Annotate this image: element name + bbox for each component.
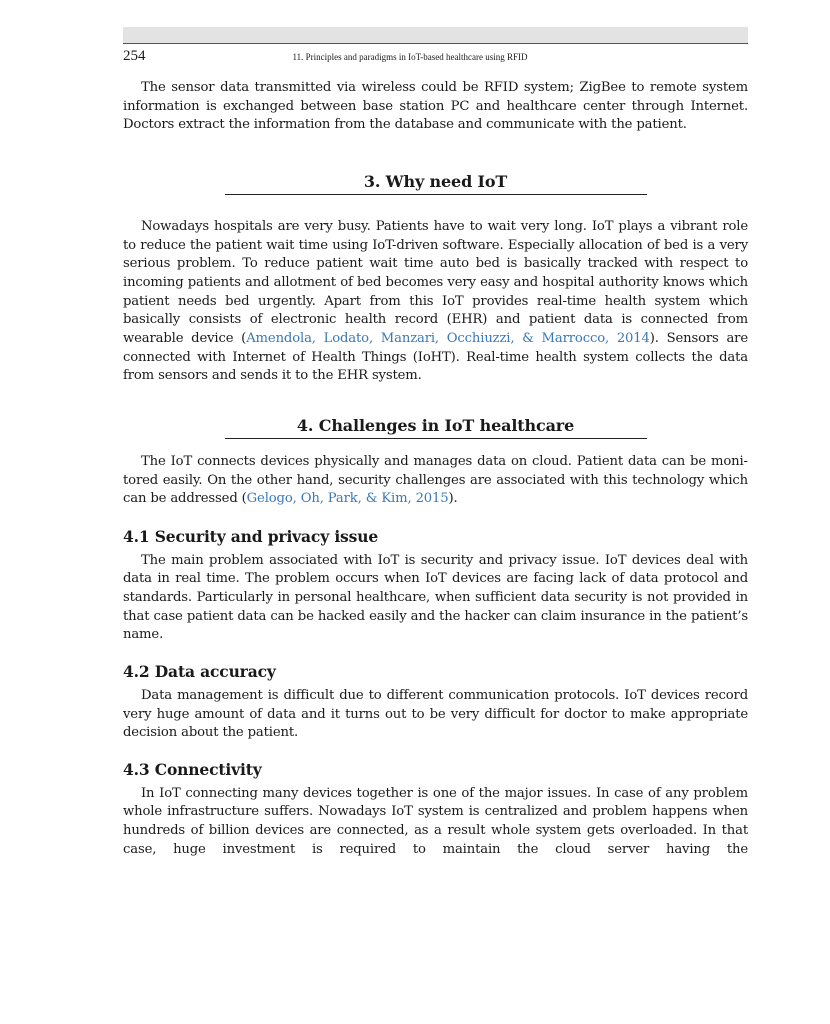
header-band: [123, 27, 748, 44]
intro-paragraph: The sensor data transmitted via wireless could be RFID system; ZigBee to remote system information is exchanged between base station PC and healthcare center through Internet. Doctors extract the information from the database and communicate with the patient.: [123, 80, 748, 133]
section-4-heading: 4. Challenges in IoT healthcare: [225, 417, 647, 439]
section-3-heading: 3. Why need IoT: [225, 173, 647, 195]
running-head: 11. Principles and paradigms in IoT-based healthcare using RFID: [292, 52, 528, 62]
section-3-paragraph: [123, 218, 748, 386]
section-4-text: The IoT connects devices physically and manages data on cloud. Patient data can be monitored easily. On the other hand, security challenges are associated with this technology which can be addressed (: [123, 453, 748, 507]
citation-link[interactable]: Gelogo, Oh, Park, & Kim, 2015: [246, 491, 449, 507]
subsection-4-1-paragraph: The main problem associated with IoT is security and privacy issue. IoT devices deal with data in real time. The problem occurs when IoT devices are facing lack of data protocol and standards. Particularly in personal healthcare, when sufficient data security is not provided in that case patient data can be hacked easily and the hacker can claim insurance in the patient’s name.: [123, 552, 748, 643]
subsection-4-2-paragraph: Data management is difficult due to different communication protocols. IoT devices record very huge amount of data and it turns out to be very difficult for doctor to make appropriate decision about the patient.: [123, 687, 748, 741]
subsection-4-3-paragraph: In IoT connecting many devices together is one of the major issues. In case of any problem whole infrastructure suffers. Nowadays IoT system is centralized and problem happens when hundreds of billion devices are connected, as a result whole system gets overloaded. In that case, huge investment is required to maintain the cloud server having the: [123, 785, 748, 857]
subsection-4-2-heading: 4.2 Data accuracy: [123, 662, 276, 682]
page-number: 254: [123, 48, 146, 64]
page-body: [123, 79, 748, 860]
section-3-text-end: ). Sensors are connected with Internet of Health Things (IoHT). Real-time health system collects the data from sensors and sends it to the EHR system.: [123, 331, 748, 384]
section-4-paragraph: [123, 453, 748, 509]
subsection-4-1-heading: 4.1 Security and privacy issue: [123, 526, 379, 546]
section-3-text: Nowadays hospitals are very busy. Patients have to wait very long. IoT plays a vibrant role to reduce the patient wait time using IoT-driven software. Especially allocation of bed is a very serious problem. To reduce patient wait time auto bed is basically tracked with respect to incoming patients and allotment of bed becomes very easy and hospital authority knows which patient needs bed urgently. Apart from this IoT provides real-time health system which basically consists of electronic health record (EHR) and patient data is connected from wearable device (: [123, 218, 748, 347]
subsection-4-3-heading: 4.3 Connectivity: [123, 759, 262, 779]
section-4-text-end: ).: [448, 491, 458, 507]
citation-link[interactable]: Amendola, Lodato, Manzari, Occhiuzzi, & Marrocco, 2014: [246, 331, 650, 347]
